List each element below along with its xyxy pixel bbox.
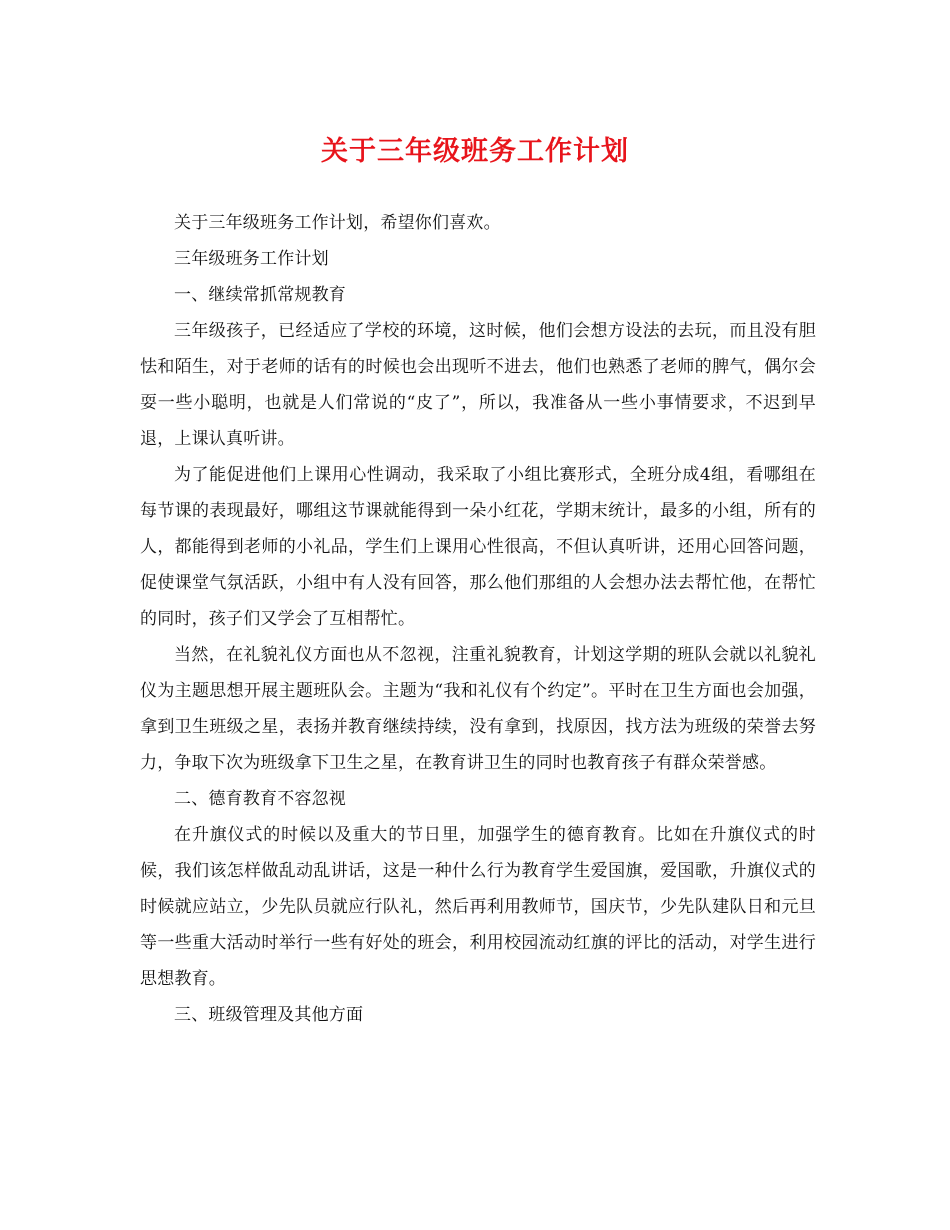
paragraph-intro: 关于三年级班务工作计划，希望你们喜欢。: [174, 213, 501, 233]
paragraph: 在升旗仪式的时候以及重大的节日里，加强学生的德育教育。比如在升旗仪式的时候，我们该怎样做乱动乱讲话，这是一种什么行为教育学生爱国旗，爱国歌，升旗仪式的时候就应站立，少先队员就应行队礼，然后再利用教师节，国庆节，少先队建队日和元旦等一些重大活动时举行一些有好处的班会，利用校园流动红旗的评比的活动，对学生进行思想教育。: [140, 825, 816, 989]
paragraph: 为了能促进他们上课用心性调动，我采取了小组比赛形式，全班分成4组，看哪组在每节课的表现最好，哪组这节课就能得到一朵小红花，学期末统计，最多的小组，所有的人，都能得到老师的小礼品，学生们上课用心性很高，不但认真听讲，还用心回答问题，促使课堂气氛活跃，小组中有人没有回答，那么他们那组的人会想办法去帮忙他，在帮忙的同时，孩子们又学会了互相帮忙。: [140, 465, 816, 629]
paragraph: 三年级孩子，已经适应了学校的环境，这时候，他们会想方设法的去玩，而且没有胆怯和陌生，对于老师的话有的时候也会出现听不进去，他们也熟悉了老师的脾气，偶尔会耍一些小聪明，也就是人们常说的“皮了”，所以，我准备从一些小事情要求，不迟到早退，上课认真听讲。: [140, 321, 816, 449]
document-body: [140, 205, 816, 1033]
paragraph-subtitle: 三年级班务工作计划: [174, 249, 329, 269]
document-title: 关于三年级班务工作计划: [321, 136, 629, 167]
paragraph: 当然，在礼貌礼仪方面也从不忽视，注重礼貌教育，计划这学期的班队会就以礼貌礼仪为主题思想开展主题班队会。主题为“我和礼仪有个约定”。平时在卫生方面也会加强，拿到卫生班级之星，表扬并教育继续持续，没有拿到，找原因，找方法为班级的荣誉去努力，争取下次为班级拿下卫生之星，在教育讲卫生的同时也教育孩子有群众荣誉感。: [140, 645, 816, 773]
section-heading-3: 三、班级管理及其他方面: [174, 1005, 364, 1025]
section-heading-2: 二、德育教育不容忽视: [174, 789, 346, 809]
section-heading-1: 一、继续常抓常规教育: [174, 285, 346, 305]
